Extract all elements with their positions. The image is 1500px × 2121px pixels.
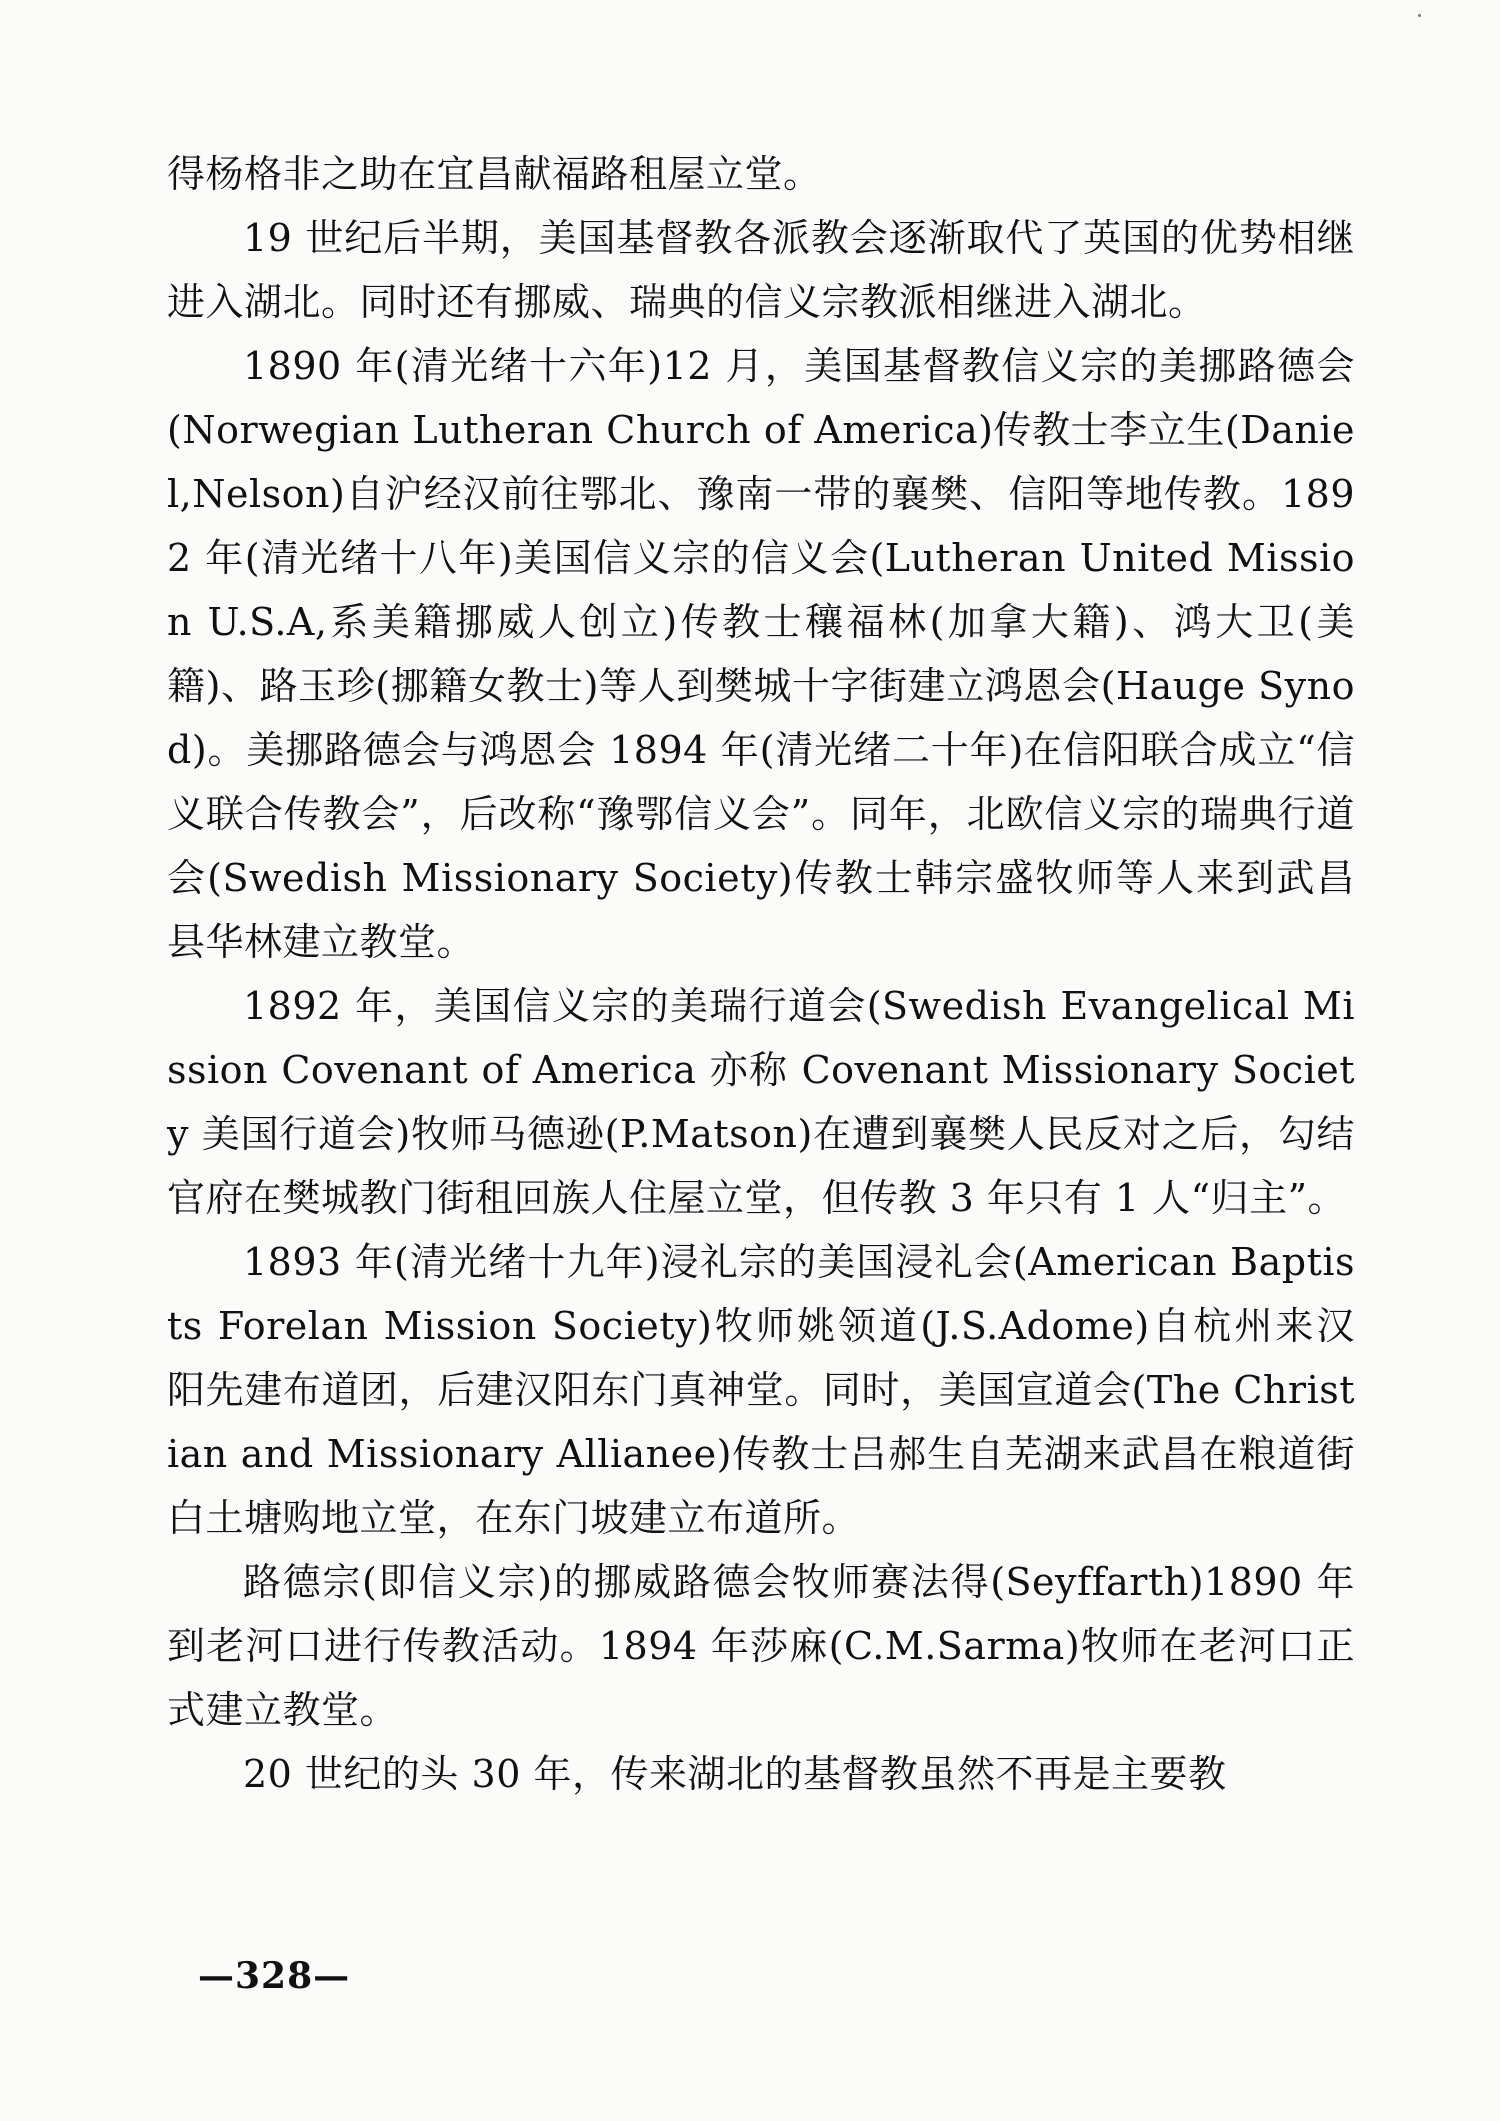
paragraph-continuation: 得杨格非之助在宜昌献福路租屋立堂。	[167, 152, 822, 196]
paragraph-1890: 1890 年(清光绪十六年)12 月，美国基督教信义宗的美挪路德会(Norwegian Lutheran Church of America)传教士李立生(Daniel,Nelson)自沪经汉前往鄂北、豫南一带的襄樊、信阳等地传教。1892 年(清光绪十八年)美国信义宗的信义会(Lutheran United Mission U.S.A,系美籍挪威人创立)传教士穰福林(加拿大籍)、鸿大卫(美籍)、路玉珍(挪籍女教士)等人到樊城十字街建立鸿恩会(Hauge Synod)。美挪路德会与鸿恩会 1894 年(清光绪二十年)在信阳联合成立“信义联合传教会”，后改称“豫鄂信义会”。同年，北欧信义宗的瑞典行道会(Swedish Missionary Society)传教士韩宗盛牧师等人来到武昌县华林建立教堂。	[167, 344, 1355, 964]
paragraph-19th-century: 19 世纪后半期，美国基督教各派教会逐渐取代了英国的优势相继进入湖北。同时还有挪威、瑞典的信义宗教派相继进入湖北。	[167, 216, 1355, 324]
body-text	[167, 142, 1355, 1806]
scan-speck	[1418, 14, 1421, 17]
paragraph-1892: 1892 年，美国信义宗的美瑞行道会(Swedish Evangelical Mission Covenant of America 亦称 Covenant Missionary Society 美国行道会)牧师马德逊(P.Matson)在遭到襄樊人民反对之后，勾结官府在樊城教门街租回族人住屋立堂，但传教 3 年只有 1 人“归主”。	[167, 984, 1355, 1220]
paragraph-1893: 1893 年(清光绪十九年)浸礼宗的美国浸礼会(American Baptists Forelan Mission Society)牧师姚领道(J.S.Adome)自杭州来汉阳先建布道团，后建汉阳东门真神堂。同时，美国宣道会(The Christian and Missionary Allianee)传教士吕郝生自芜湖来武昌在粮道街白土塘购地立堂，在东门坡建立布道所。	[167, 1240, 1355, 1540]
paragraph-20th-century: 20 世纪的头 30 年，传来湖北的基督教虽然不再是主要教	[243, 1752, 1227, 1796]
page-number: —328—	[198, 1955, 351, 1997]
paragraph-lutheran: 路德宗(即信义宗)的挪威路德会牧师赛法得(Seyffarth)1890 年到老河口进行传教活动。1894 年莎麻(C.M.Sarma)牧师在老河口正式建立教堂。	[167, 1560, 1355, 1732]
